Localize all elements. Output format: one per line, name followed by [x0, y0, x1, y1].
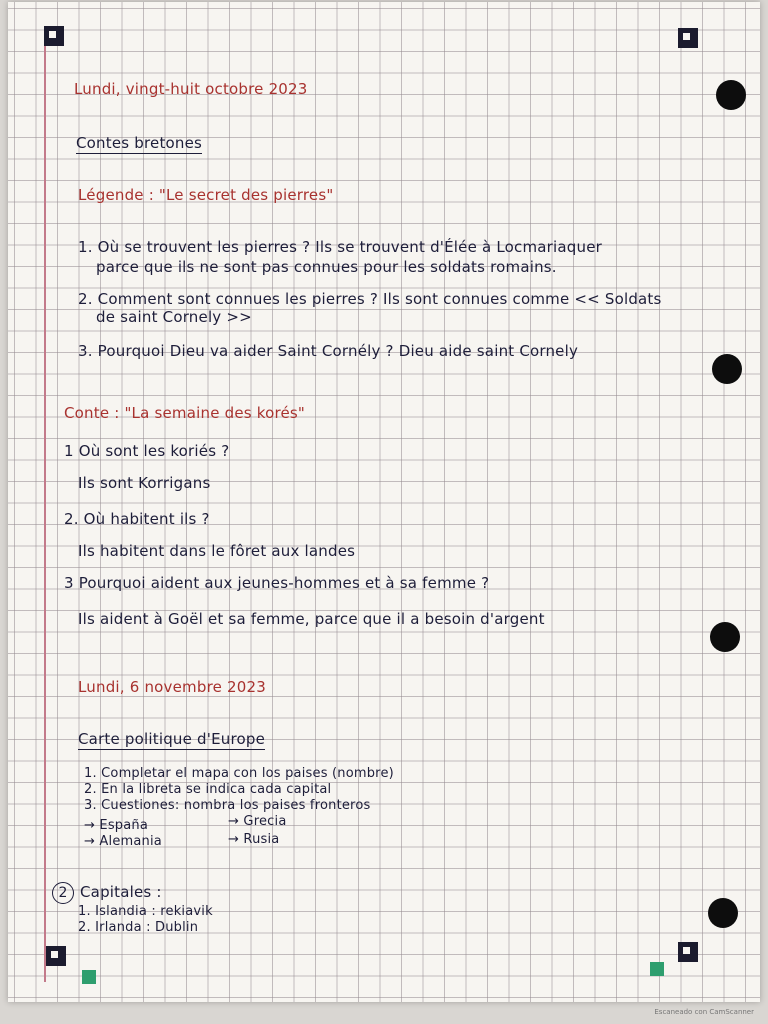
scanner-watermark: Escaneado con CamScanner	[654, 1008, 754, 1016]
question-3: 3. Pourquoi Dieu va aider Saint Cornély ? Dieu aide saint Cornely	[78, 342, 579, 360]
binder-hole	[716, 80, 746, 110]
answer-country: → Rusia	[228, 832, 280, 847]
question-2: 2. Comment sont connues les pierres ? Ils sont connues comme << Soldats	[78, 290, 662, 308]
conte-question-3: 3 Pourquoi aident aux jeunes-hommes et à sa femme ?	[64, 574, 490, 592]
capital-1: 1. Islandia : rekiavik	[78, 904, 213, 919]
exercise-1: 1. Completar el mapa con los paises (nombre)	[84, 766, 394, 781]
answer-1: parce que ils ne sont pas connues pour les soldats romains.	[96, 258, 557, 276]
legend-title: Légende : "Le secret des pierres"	[78, 186, 334, 204]
binder-hole	[710, 622, 740, 652]
answer-country: → Grecia	[228, 814, 287, 829]
scan-marker	[650, 962, 664, 976]
answer-2: de saint Cornely >>	[96, 308, 252, 326]
margin-line	[44, 42, 46, 982]
capitals-title: Capitales :	[80, 883, 162, 901]
date-heading: Lundi, vingt-huit octobre 2023	[74, 80, 308, 98]
capitals-heading	[52, 882, 162, 904]
scan-marker	[82, 970, 96, 984]
answer-country: → España	[84, 818, 149, 833]
binder-hole	[708, 898, 738, 928]
section-title: Contes bretones	[76, 134, 203, 152]
conte-question-2: 2. Où habitent ils ?	[64, 510, 210, 528]
conte-answer-3: Ils aident à Goël et sa femme, parce que il a besoin d'argent	[78, 610, 545, 628]
corner-marker-bottom-left	[46, 946, 66, 966]
corner-marker-bottom-right	[678, 942, 698, 962]
conte-answer-2: Ils habitent dans le fôret aux landes	[78, 542, 356, 560]
date-heading-2: Lundi, 6 novembre 2023	[78, 678, 266, 696]
corner-marker-top-right	[678, 28, 698, 48]
notebook-page	[8, 2, 760, 1002]
section-title-2: Carte politique d'Europe	[78, 730, 266, 748]
number-circle: 2	[52, 882, 74, 904]
conte-title: Conte : "La semaine des korés"	[64, 404, 306, 422]
binder-hole	[712, 354, 742, 384]
capital-2: 2. Irlanda : Dublin	[78, 920, 199, 935]
corner-marker-top-left	[44, 26, 64, 46]
exercise-2: 2. En la libreta se indica cada capital	[84, 782, 332, 797]
conte-question-1: 1 Où sont les koriés ?	[64, 442, 230, 460]
question-1: 1. Où se trouvent les pierres ? Ils se trouvent d'Élée à Locmariaquer	[78, 238, 603, 256]
conte-answer-1: Ils sont Korrigans	[78, 474, 211, 492]
answer-country: → Alemania	[84, 834, 162, 849]
exercise-3: 3. Cuestiones: nombra los paises fronteros	[84, 798, 371, 813]
